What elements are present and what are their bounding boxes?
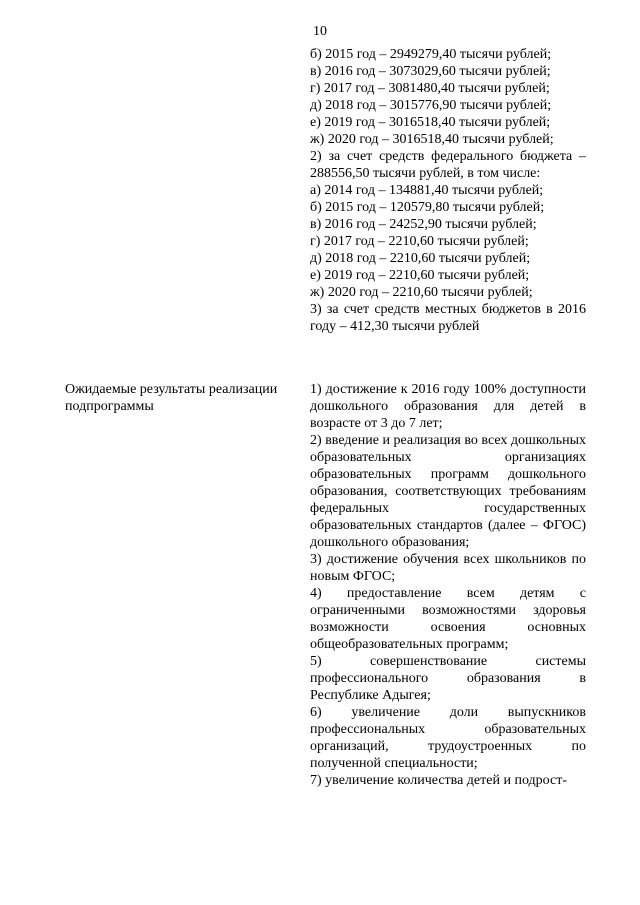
- results-label: Ожидаемые результаты реализации подпрограммы: [65, 382, 278, 414]
- funding-column: [310, 46, 586, 335]
- federal-line: б) 2015 год – 120579,80 тысячи рублей;: [310, 200, 545, 215]
- result-item: 1) достижение к 2016 году 100% доступности дошкольного образования для детей в возрасте от 3 до 7 лет;: [310, 382, 586, 431]
- funding-line: в) 2016 год – 3073029,60 тысячи рублей;: [310, 64, 551, 79]
- result-item: 5) совершенствование системы профессионального образования в Республике Адыгея;: [310, 654, 586, 703]
- funding-line: е) 2019 год – 3016518,40 тысячи рублей;: [310, 115, 551, 130]
- funding-line: б) 2015 год – 2949279,40 тысячи рублей;: [310, 47, 552, 62]
- federal-line: г) 2017 год – 2210,60 тысячи рублей;: [310, 234, 529, 249]
- funding-line: г) 2017 год – 3081480,40 тысячи рублей;: [310, 81, 550, 96]
- federal-line: ж) 2020 год – 2210,60 тысячи рублей;: [310, 285, 533, 300]
- results-list: [310, 381, 586, 789]
- funding-line: д) 2018 год – 3015776,90 тысячи рублей;: [310, 98, 552, 113]
- result-item: 7) увеличение количества детей и подрост-: [310, 773, 568, 788]
- local-budget-line: 3) за счет средств местных бюджетов в 2016 году – 412,30 тысячи рублей: [310, 302, 586, 334]
- federal-line: а) 2014 год – 134881,40 тысячи рублей;: [310, 183, 544, 198]
- federal-line: е) 2019 год – 2210,60 тысячи рублей;: [310, 268, 530, 283]
- result-item: 2) введение и реализация во всех дошкольных образовательных организациях образовательных программ дошкольного образования, соответствующих требованиям федеральных государственных образовательных стандартов (далее – ФГОС) дошкольного образования;: [310, 433, 586, 550]
- federal-line: в) 2016 год – 24252,90 тысячи рублей;: [310, 217, 537, 232]
- page-number: 10: [313, 24, 327, 39]
- federal-budget-intro: 2) за счет средств федерального бюджета – 288556,50 тысячи рублей, в том числе:: [310, 149, 586, 181]
- funding-line: ж) 2020 год – 3016518,40 тысячи рублей;: [310, 132, 554, 147]
- federal-line: д) 2018 год – 2210,60 тысячи рублей;: [310, 251, 531, 266]
- result-item: 3) достижение обучения всех школьников по новым ФГОС;: [310, 552, 586, 584]
- result-item: 6) увеличение доли выпускников профессиональных образовательных организаций, трудоустроенных по полученной специальности;: [310, 705, 586, 771]
- result-item: 4) предоставление всем детям с ограниченными возможностями здоровья возможности освоения основных общеобразовательных программ;: [310, 586, 586, 652]
